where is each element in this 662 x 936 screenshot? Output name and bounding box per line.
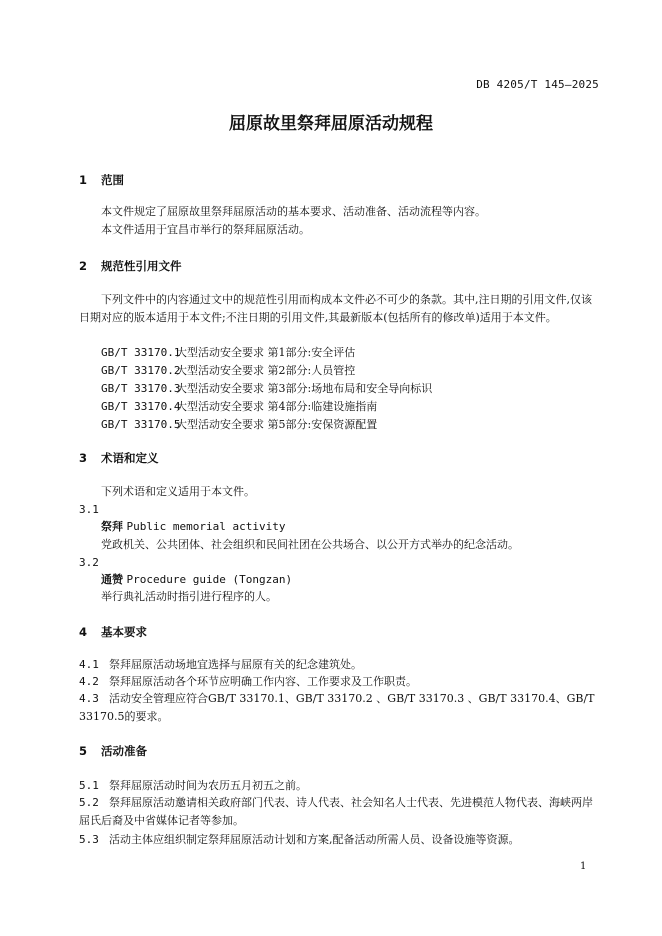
clause-number: 4.1 xyxy=(79,658,99,671)
clause xyxy=(79,794,600,830)
section-number: 2 xyxy=(79,259,88,273)
reference-item xyxy=(101,344,355,362)
reference-title: 大型活动安全要求 第3部分:场地布局和安全导向标识 xyxy=(176,382,433,395)
document-number: DB 4205/T 145—2025 xyxy=(476,78,599,91)
clause-text: 活动主体应组织制定祭拜屈原活动计划和方案,配备活动所需人员、设备设施等资源。 xyxy=(109,833,520,846)
clause-number: 4.2 xyxy=(79,675,99,688)
reference-code: GB/T 33170.1 xyxy=(101,346,181,359)
reference-title: 大型活动安全要求 第4部分:临建设施指南 xyxy=(176,400,378,413)
clause-text: 祭拜屈原活动各个环节应明确工作内容、工作要求及工作职责。 xyxy=(109,675,417,688)
clause-text: 祭拜屈原活动场地宜选择与屈原有关的纪念建筑处。 xyxy=(109,658,362,671)
clause-text: 祭拜屈原活动邀请相关政府部门代表、诗人代表、社会知名人士代表、先进模范人物代表、海峡两岸屈氏后裔及中省媒体记者等参加。 xyxy=(79,796,593,827)
section-title: 术语和定义 xyxy=(101,451,159,465)
section-number: 1 xyxy=(79,173,88,187)
reference-item xyxy=(101,362,355,380)
section-heading-1 xyxy=(79,172,124,188)
section-heading-2 xyxy=(79,258,182,274)
section-heading-3 xyxy=(79,450,159,466)
paragraph: 下列术语和定义适用于本文件。 xyxy=(101,485,255,498)
clause xyxy=(79,777,600,795)
paragraph: 下列文件中的内容通过文中的规范性引用而构成本文件必不可少的条款。其中,注日期的引用文件,仅该日期对应的版本适用于本文件;不注日期的引用文件,其最新版本(包括所有的修改单)适用于本文件。 xyxy=(79,293,592,324)
term-definition: 举行典礼活动时指引进行程序的人。 xyxy=(101,590,277,603)
clause-number: 5.3 xyxy=(79,833,99,846)
paragraph: 本文件规定了屈原故里祭拜屈原活动的基本要求、活动准备、活动流程等内容。 xyxy=(101,205,486,218)
clause-number: 5.1 xyxy=(79,779,99,792)
clause xyxy=(79,656,600,674)
reference-title: 大型活动安全要求 第1部分:安全评估 xyxy=(176,346,356,359)
clause xyxy=(79,690,600,726)
reference-title: 大型活动安全要求 第2部分:人员管控 xyxy=(176,364,356,377)
reference-title: 大型活动安全要求 第5部分:安保资源配置 xyxy=(176,418,378,431)
clause-number: 5.2 xyxy=(79,796,99,809)
reference-code: GB/T 33170.4 xyxy=(101,400,181,413)
term-number: 3.1 xyxy=(79,503,99,516)
section-title: 规范性引用文件 xyxy=(101,259,182,273)
term-en: Public memorial activity xyxy=(126,520,286,533)
reference-code: GB/T 33170.3 xyxy=(101,382,181,395)
paragraph: 本文件适用于宜昌市举行的祭拜屈原活动。 xyxy=(101,223,310,236)
reference-code: GB/T 33170.5 xyxy=(101,418,181,431)
section-title: 基本要求 xyxy=(101,625,148,639)
reference-item xyxy=(101,398,377,416)
clause xyxy=(79,673,600,691)
clause-text: 活动安全管理应符合GB/T 33170.1、GB/T 33170.2 、GB/T 33170.3 、GB/T 33170.4、GB/T 33170.5的要求。 xyxy=(79,692,595,723)
reference-code: GB/T 33170.2 xyxy=(101,364,181,377)
page-title: 屈原故里祭拜屈原活动规程 xyxy=(229,114,433,134)
section-number: 3 xyxy=(79,451,88,465)
section-heading-5 xyxy=(79,743,147,759)
clause-text: 祭拜屈原活动时间为农历五月初五之前。 xyxy=(109,779,307,792)
clause-number: 4.3 xyxy=(79,692,99,705)
clause xyxy=(79,831,600,849)
reference-item xyxy=(101,380,432,398)
section-title: 范围 xyxy=(101,173,125,187)
page-number: 1 xyxy=(580,861,587,872)
term-zh: 祭拜 xyxy=(101,520,123,533)
section-number: 5 xyxy=(79,744,88,758)
section-heading-4 xyxy=(79,624,147,640)
section-number: 4 xyxy=(79,625,88,639)
term-zh: 通赞 xyxy=(101,573,123,586)
reference-item xyxy=(101,416,377,434)
term-number: 3.2 xyxy=(79,556,99,569)
term-definition: 党政机关、公共团体、社会组织和民间社团在公共场合、以公开方式举办的纪念活动。 xyxy=(101,538,519,551)
section-title: 活动准备 xyxy=(101,744,148,758)
term-en: Procedure guide (Tongzan) xyxy=(126,573,293,586)
term-name xyxy=(101,571,292,587)
term-name xyxy=(101,518,285,534)
